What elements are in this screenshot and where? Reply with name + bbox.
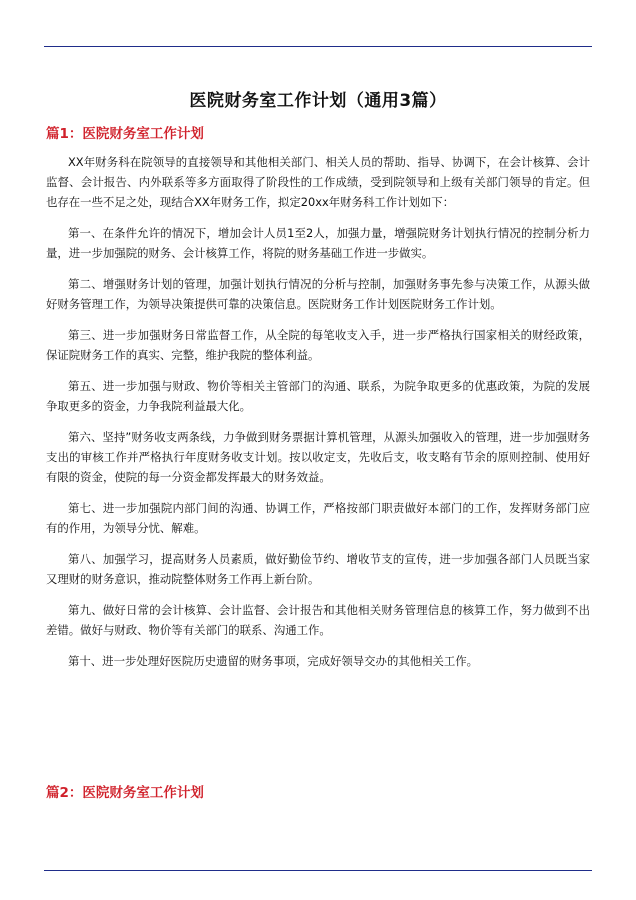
paragraph-item-1: 第一、在条件允许的情况下，增加会计人员1至2人，加强力量，增强院财务计划执行情况的控制分析力量，进一步加强院的财务、会计核算工作，将院的财务基础工作进一步做实。	[46, 226, 590, 260]
paragraph-intro: XX年财务科在院领导的直接领导和其他相关部门、相关人员的帮助、指导、协调下，在会计核算、会计监督、会计报告、内外联系等多方面取得了阶段性的工作成绩，受到院领导和上级有关部门领导的肯定。但也存在一些不足之处，现结合XX年财务工作，拟定20xx年财务科工作计划如下：	[46, 155, 590, 209]
bottom-rule	[44, 870, 592, 871]
paragraph-item-3: 第三、进一步加强财务日常监督工作，从全院的每笔收支入手，进一步严格执行国家相关的财经政策，保证院财务工作的真实、完整，维护我院的整体利益。	[46, 328, 590, 362]
paragraph-item-5: 第五、进一步加强与财政、物价等相关主管部门的沟通、联系，为院争取更多的优惠政策，为院的发展争取更多的资金，力争我院利益最大化。	[46, 379, 590, 413]
top-rule	[44, 46, 592, 47]
section-heading-2: 篇2：医院财务室工作计划	[46, 785, 204, 801]
paragraph-item-10: 第十、进一步处理好医院历史遗留的财务事项，完成好领导交办的其他相关工作。	[68, 654, 479, 668]
paragraph-item-9: 第九、做好日常的会计核算、会计监督、会计报告和其他相关财务管理信息的核算工作，努力做到不出差错。做好与财政、物价等有关部门的联系、沟通工作。	[46, 603, 590, 637]
document-body	[46, 152, 590, 682]
paragraph-item-6: 第六、坚持”财务收支两条线，力争做到财务票据计算机管理，从源头加强收入的管理，进一步加强财务支出的审核工作并严格执行年度财务收支计划。按以收定支，先收后支，收支略有节余的原则控制、使用好有限的资金，使院的每一分资金都发挥最大的财务效益。	[46, 430, 590, 484]
paragraph-item-8: 第八、加强学习，提高财务人员素质，做好勤俭节约、增收节支的宣传，进一步加强各部门人员既当家又理财的财务意识，推动院整体财务工作再上新台阶。	[46, 552, 590, 586]
paragraph-item-7: 第七、进一步加强院内部门间的沟通、协调工作，严格按部门职责做好本部门的工作，发挥财务部门应有的作用，为领导分忧、解难。	[46, 501, 590, 535]
document-title: 医院财务室工作计划（通用3篇）	[189, 91, 447, 111]
section-heading-1: 篇1：医院财务室工作计划	[46, 126, 204, 142]
paragraph-item-2: 第二、增强财务计划的管理，加强计划执行情况的分析与控制，加强财务事先参与决策工作，从源头做好财务管理工作，为领导决策提供可靠的决策信息。医院财务工作计划医院财务工作计划。	[46, 277, 590, 311]
